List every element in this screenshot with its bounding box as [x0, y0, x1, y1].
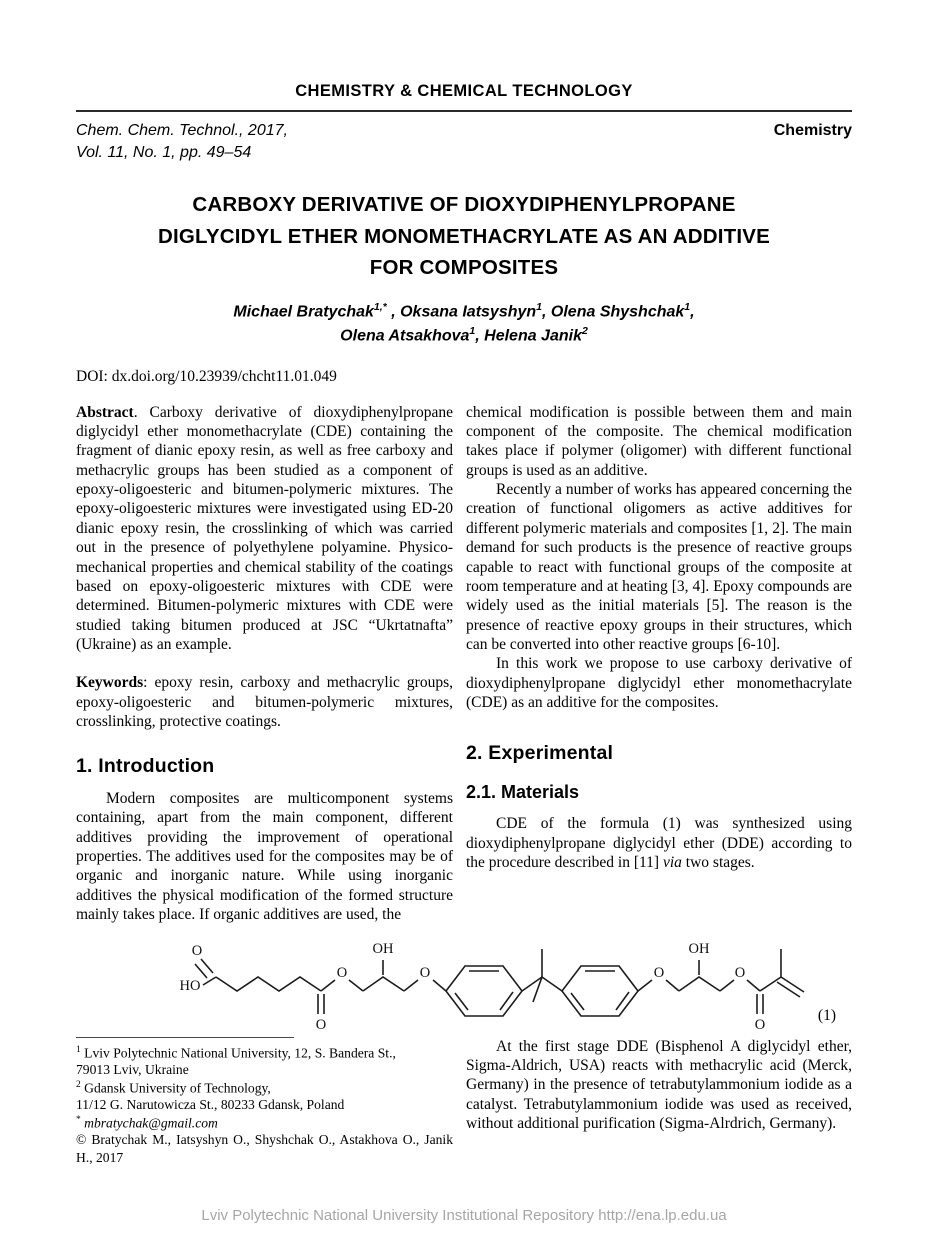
- authors-line-1: [76, 300, 852, 324]
- molecule-structure-drawing: [176, 929, 832, 1035]
- left-column: [76, 403, 453, 925]
- keywords-text: : epoxy resin, carboxy and methacrylic groups, epoxy-oligoesteric and bitumen-polymeric mixtures, crosslinking, protective coatings.: [76, 674, 453, 731]
- journal-header-title: CHEMISTRY & CHEMICAL TECHNOLOGY: [295, 82, 633, 100]
- materials-text-end: two stages.: [681, 854, 755, 872]
- materials-paragraph: [466, 814, 852, 872]
- section-heading-experimental: 2. Experimental: [466, 741, 614, 764]
- molecule-atom-labels: [180, 941, 766, 1033]
- footnote-marker-2: 2: [76, 1079, 81, 1090]
- authors-block: [76, 300, 852, 347]
- footnotes-block: [76, 1037, 453, 1166]
- authors-line-2: [76, 324, 852, 348]
- author-name: , Olena Shyshchak: [542, 303, 685, 321]
- footnote-rule: [76, 1037, 294, 1038]
- author-name: , Helena Janik: [475, 327, 582, 345]
- footnote-marker-1: 1: [76, 1044, 81, 1055]
- citation-line-2: Vol. 11, No. 1, pp. 49–54: [76, 144, 252, 162]
- footnote-affiliation-1-line2: 79013 Lviv, Ukraine: [76, 1062, 189, 1078]
- author-name: Michael Bratychak: [233, 303, 374, 321]
- footnote-affiliation-1: [76, 1044, 453, 1062]
- footnote-affiliation-2: [76, 1079, 453, 1097]
- author-affiliation-sup: 2: [581, 324, 588, 337]
- citation-lines: [76, 120, 288, 165]
- doi-line: DOI: dx.doi.org/10.23939/chcht11.01.049: [76, 367, 337, 385]
- atom-label-oh1-icon: OH: [372, 940, 394, 957]
- formula-number-label: (1): [817, 1006, 836, 1024]
- introduction-paragraph: Modern composites are multicomponent systems containing, apart from the main component, different additives providing the improvement of operational properties. The additives used for the composites may be of organic and inorganic nature. While using inorganic additives the physical modification of the formed structure mainly takes place. If organic additives are used, the: [76, 789, 453, 924]
- atom-label-o-ester2-icon: O: [734, 964, 746, 981]
- right-column: [466, 403, 852, 925]
- atom-label-o-carbonyl2-icon: O: [754, 1016, 766, 1033]
- repository-footer: Lviv Polytechnic National University Institutional Repository http://ena.lp.edu.ua: [201, 1207, 727, 1224]
- section-heading-introduction: 1. Introduction: [76, 754, 215, 777]
- materials-text: CDE of the formula (1) was synthesized using dioxydiphenylpropane diglycidyl ether (DDE) according to the procedure described in [11]: [466, 815, 852, 872]
- materials-via-italic: via: [662, 854, 682, 872]
- atom-label-o-acid-icon: O: [191, 942, 203, 959]
- authors-line-comma: ,: [690, 303, 695, 321]
- citation-block: [76, 120, 852, 165]
- footnote-copyright: © Bratychak M., Iatsyshyn O., Shyshchak O., Astakhova O., Janik H., 2017: [76, 1132, 453, 1165]
- formula-figure: [76, 929, 852, 1035]
- footnote-affiliation-2-line2: 11/12 G. Narutowicza St., 80233 Gdansk, Poland: [76, 1097, 345, 1113]
- stage1-paragraph: At the first stage DDE (Bisphenol A diglycidyl ether, Sigma-Aldrich, USA) reacts with methacrylic acid (Merck, Germany) in the presence of tetrabutylammonium iodide as a catalyst. Tetrabutylammonium iodide was used as received, without additional purification (Sigma-Alrdrich, Germany).: [466, 1037, 852, 1133]
- author-name: Olena Atsakhova: [340, 327, 470, 345]
- keywords-paragraph: [76, 673, 453, 731]
- related-works-paragraph: Recently a number of works has appeared concerning the creation of functional oligomers as active additives for different polymeric materials and composites [1, 2]. The main demand for such products is the presence of reactive groups capable to react with functional groups of the composite at room temperature and at heating [3, 4]. Epoxy compounds are widely used as the initial materials [5]. The reason is the presence of reactive epoxy groups in their structures, which can be converted into other reactive groups [6-10].: [466, 481, 852, 654]
- subsection-heading-materials: 2.1. Materials: [466, 781, 580, 802]
- bottom-row: [76, 1037, 852, 1166]
- atom-label-o-carbonyl1-icon: O: [315, 1016, 327, 1033]
- footnote-text-2: Gdansk University of Technology,: [80, 1080, 271, 1096]
- title-line-3: FOR COMPOSITES: [369, 256, 559, 280]
- footnote-text-1: Lviv Polytechnic National University, 12, S. Bandera St.,: [80, 1045, 396, 1061]
- header-rule: [76, 110, 852, 112]
- abstract-paragraph: [76, 403, 453, 655]
- atom-label-ho-icon: HO: [179, 977, 201, 994]
- footnote-marker-star: *: [76, 1114, 81, 1125]
- footnote-email-address: mbratychak@gmail.com: [84, 1115, 218, 1131]
- citation-line-1: Chem. Chem. Technol., 2017,: [76, 122, 288, 139]
- article-title: [76, 189, 852, 284]
- atom-label-oh2-icon: OH: [688, 940, 710, 957]
- footnote-email: [76, 1114, 453, 1132]
- two-column-body: [76, 403, 852, 925]
- author-name: , Oksana Iatsyshyn: [386, 303, 537, 321]
- atom-label-o-aryl2-icon: O: [653, 964, 665, 981]
- abstract-text: . Carboxy derivative of dioxydiphenylpropane diglycidyl ether monomethacrylate (CDE) containing the fragment of dianic epoxy resin, as well as free carboxy and methacrylic groups has been studied as a component of epoxy-oligoesteric and bitumen-polymeric mixtures. The epoxy-oligoesteric mixtures were investigated using ED-20 dianic epoxy resin, the crosslinking of which was carried out in the presence of polyethylene polyamine. Physico-mechanical properties and chemical stability of the coatings based on epoxy-oligoesteric mixtures with CDE were determined. Bitumen-polymeric mixtures with CDE were studied taking bitumen produced at JSC “Ukrtatnafta” (Ukraine) as an example.: [76, 403, 453, 654]
- section-label: Chemistry: [773, 122, 852, 139]
- page-content: [76, 0, 852, 1166]
- abstract-label: Abstract: [76, 403, 134, 421]
- title-line-1: CARBOXY DERIVATIVE OF DIOXYDIPHENYLPROPANE: [192, 192, 736, 216]
- author-affiliation-sup: 1: [684, 301, 691, 314]
- introduction-continuation-paragraph: chemical modification is possible between them and main component of the composite. The chemical modification takes place if polymer (oligomer) with different functional groups is used as an additive.: [466, 403, 852, 479]
- purpose-paragraph: In this work we propose to use carboxy derivative of dioxydiphenylpropane diglycidyl ether monomethacrylate (CDE) as an additive for the composites.: [466, 655, 852, 712]
- title-line-2: DIGLYCIDYL ETHER MONOMETHACRYLATE AS AN ADDITIVE: [157, 224, 771, 248]
- author-affiliation-sup: 1: [469, 324, 476, 337]
- author-affiliation-sup: 1: [536, 301, 543, 314]
- author-affiliation-sup: 1,*: [373, 301, 387, 314]
- atom-label-o-ester1-icon: O: [336, 964, 348, 981]
- keywords-label: Keywords: [76, 674, 144, 692]
- molecule-bonds: [195, 949, 804, 1016]
- atom-label-o-aryl1-icon: O: [419, 964, 431, 981]
